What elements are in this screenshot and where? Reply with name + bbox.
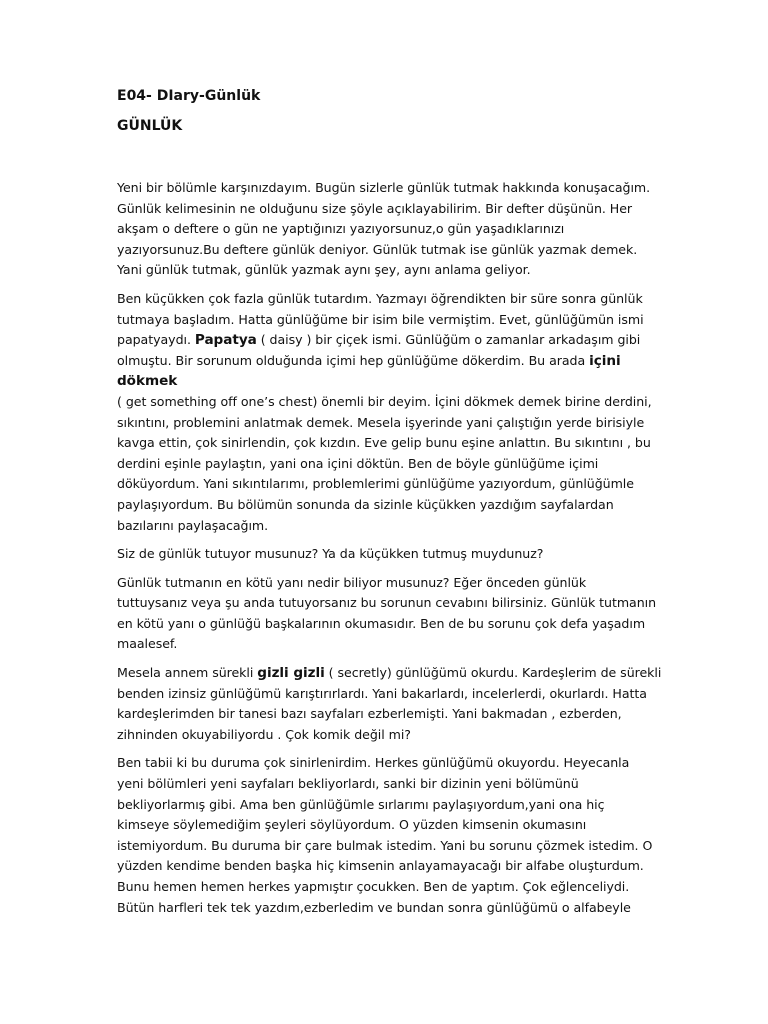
text-segment: Siz de günlük tutuyor musunuz? Ya da küçükken tutmuş muydunuz?: [117, 546, 544, 562]
text-segment: derdini eşinle paylaştın, yani ona içini döktün. Ben de böyle günlüğüme içimi: [117, 455, 599, 471]
document-title: E04- DIary-Günlük: [117, 88, 261, 104]
text-line: [117, 199, 657, 220]
text-line: [117, 856, 657, 877]
text-segment: Yeni bir bölümle karşınızdayım. Bugün sizlerle günlük tutmak hakkında konuşacağım.: [117, 180, 651, 195]
text-line: [117, 392, 657, 413]
text-segment: ( get something off one’s chest) önemli bir deyim. İçini dökmek demek birine derdini,: [117, 393, 652, 409]
paragraph: [117, 663, 662, 745]
text-line: [117, 774, 657, 795]
text-segment: en kötü yanı o günlüğü başkalarının okumasıdır. Ben de bu sorunu çok defa yaşadım: [117, 615, 646, 631]
text-line: [117, 219, 657, 240]
text-segment: kavga ettin, çok sinirlendin, çok kızdın. Eve gelip bunu eşine anlattın. Bu sıkıntını , bu: [117, 435, 651, 451]
text-line: [117, 815, 657, 836]
text-line: [117, 663, 662, 684]
text-line: [117, 898, 657, 919]
text-segment: tuttuysanız veya şu anda tutuyorsanız bu sorunun cevabını bilirsiniz. Günlük tutmanın: [117, 595, 657, 611]
text-segment: Bunu hemen hemen herkes yapmıştır çocukken. Ben de yaptım. Çok eğlenceliydi.: [117, 879, 630, 894]
text-segment: döküyordum. Yani sıkıntılarımı, problemlerimi günlüğüme yazıyordum, günlüğümle: [117, 476, 634, 492]
text-segment: sıkıntını, problemini anlatmak demek. Mesela işyerinde yani çalıştığın yerde birisiyle: [117, 414, 645, 430]
text-segment: bekliyorlarmış gibi. Ama ben günlüğümle sırlarımı paylaşıyordum,yani ona hiç: [117, 796, 605, 812]
highlighted-term: içini: [589, 352, 621, 369]
text-line: [117, 433, 657, 454]
text-line: [117, 684, 657, 705]
text-segment: maalesef.: [117, 636, 178, 652]
text-line: [117, 178, 657, 199]
text-line: [117, 836, 657, 857]
text-line: [117, 351, 657, 372]
text-line: [117, 704, 657, 725]
text-line: [117, 310, 657, 331]
text-segment: Mesela annem sürekli: [117, 665, 258, 681]
text-line: [117, 544, 657, 565]
paragraph: [117, 573, 657, 655]
text-segment: ( daisy ) bir çiçek ismi. Günlüğüm o zamanlar arkadaşım gibi: [256, 332, 641, 348]
text-segment: papatyaydı.: [117, 332, 195, 348]
text-line: [117, 289, 657, 310]
text-line: [117, 795, 657, 816]
text-line: [117, 516, 657, 537]
text-segment: ( secretly) günlüğümü okurdu. Kardeşlerim de sürekli: [324, 665, 662, 681]
text-line: [117, 454, 657, 475]
text-segment: Ben küçükken çok fazla günlük tutardım. Yazmayı öğrendikten bir süre sonra günlük: [117, 290, 643, 306]
text-segment: kimseye söylemediğim şeyleri söylüyordum. O yüzden kimsenin okumasını: [117, 817, 587, 833]
text-segment: Günlük tutmanın en kötü yanı nedir biliyor musunuz? Eğer önceden günlük: [117, 574, 587, 590]
highlighted-term: dökmek: [117, 373, 178, 390]
text-line: [117, 634, 657, 655]
document-body: [117, 178, 662, 918]
text-segment: akşam o deftere o gün ne yaptığınızı yazıyorsunuz,o gün yaşadıklarınızı: [117, 221, 565, 237]
text-line: [117, 413, 657, 434]
text-segment: Yani günlük tutmak, günlük yazmak aynı şey, aynı anlama geliyor.: [117, 262, 531, 278]
text-segment: yeni bölümleri yeni sayfaları bekliyorlardı, sanki bir dizinin yeni bölümünü: [117, 776, 579, 792]
text-line: [117, 614, 657, 635]
paragraph: [117, 178, 657, 281]
paragraph: [117, 289, 657, 536]
text-segment: Bütün harfleri tek tek yazdım,ezberledim ve bundan sonra günlüğümü o alfabeyle: [117, 899, 631, 915]
text-line: [117, 753, 657, 774]
text-line: [117, 495, 657, 516]
text-line: [117, 725, 657, 746]
text-line: [117, 474, 657, 495]
text-segment: Günlük kelimesinin ne olduğunu size şöyle açıklayabilirim. Bir defter düşünün. Her: [117, 200, 633, 216]
paragraph: [117, 544, 657, 565]
paragraph: [117, 753, 657, 918]
text-line: [117, 240, 657, 261]
text-segment: Ben tabii ki bu duruma çok sinirlenirdim. Herkes günlüğümü okuyordu. Heyecanla: [117, 755, 630, 771]
document-page: [117, 86, 662, 926]
text-segment: paylaşıyordum. Bu bölümün sonunda da sizinle küçükken yazdığım sayfalardan: [117, 496, 614, 512]
text-line: [117, 877, 657, 898]
highlighted-term: Papatya: [194, 332, 257, 349]
text-line: [117, 260, 657, 281]
text-segment: olmuştu. Bir sorunum olduğunda içimi hep günlüğüme dökerdim. Bu arada: [117, 352, 590, 368]
text-segment: kardeşlerimden bir tanesi bazı sayfaları ezberlemişti. Yani bakmadan , ezberden,: [117, 706, 622, 722]
text-line: [117, 330, 657, 351]
text-line: [117, 371, 657, 392]
highlighted-term: gizli gizli: [257, 665, 325, 682]
text-line: [117, 573, 657, 594]
text-segment: zihninden okuyabiliyordu . Çok komik değil mi?: [117, 726, 411, 742]
text-line: [117, 593, 657, 614]
text-segment: yüzden kendime benden başka hiç kimsenin anlayamayacağı bir alfabe oluşturdum.: [117, 858, 644, 874]
document-heading: GÜNLÜK: [117, 118, 183, 134]
text-segment: yazıyorsunuz.Bu deftere günlük deniyor. Günlük tutmak ise günlük yazmak demek.: [117, 241, 638, 257]
text-segment: tutmaya başladım. Hatta günlüğüme bir isim bile vermiştim. Evet, günlüğümün ismi: [117, 311, 644, 327]
text-segment: istemiyordum. Bu duruma bir çare bulmak istedim. Yani bu sorunu çözmek istedim. O: [117, 837, 653, 853]
text-segment: benden izinsiz günlüğümü karıştırırlardı. Yani bakarlardı, incelerlerdi, okurlardı. Hatta: [117, 685, 647, 701]
text-segment: bazılarını paylaşacağım.: [117, 517, 269, 533]
